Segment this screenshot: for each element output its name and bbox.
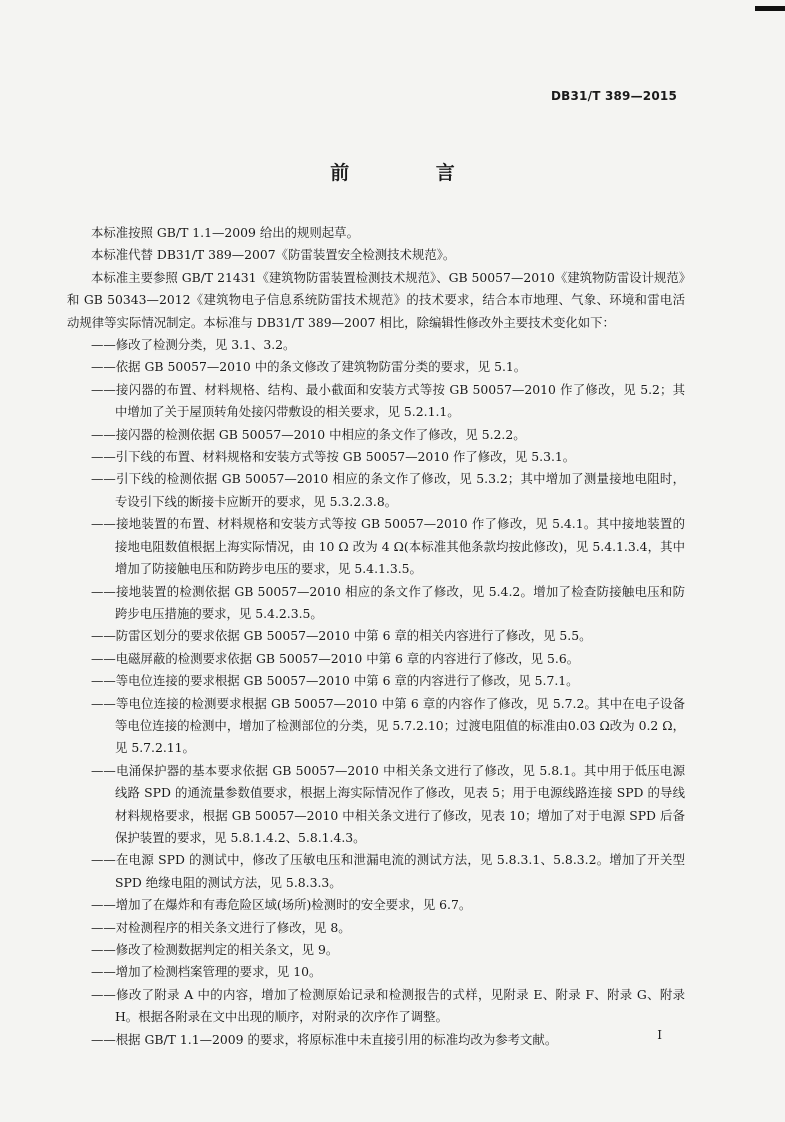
change-item: ——电涌保护器的基本要求依据 GB 50057—2010 中相关条文进行了修改，见 5.8.1。其中用于低压电源线路 SPD 的通流量参数值要求，根据上海实际情况作了修改，见表 5；用于电源线路连接 SPD 的导线材料规格要求，根据 GB 50057—2010 中相关条文进行了修改，见表 10；增加了对于电源 SPD 后备保护装置的要求，见 5.8.1.4.2、5.8.1.4.3。 (91, 762, 685, 845)
change-item: ——等电位连接的要求根据 GB 50057—2010 中第 6 章的内容进行了修改，见 5.7.1。 (91, 673, 579, 689)
change-item: ——接闪器的检测依据 GB 50057—2010 中相应的条文作了修改，见 5.2.2。 (91, 426, 526, 442)
change-item: ——修改了检测数据判定的相关条文，见 9。 (91, 942, 339, 957)
change-item: ——引下线的检测依据 GB 50057—2010 相应的条文作了修改，见 5.3.2；其中增加了测量接地电阻时，专设引下线的断接卡应断开的要求，见 5.3.2.3.8。 (91, 471, 685, 509)
change-item: ——在电源 SPD 的测试中，修改了压敏电压和泄漏电流的测试方法，见 5.8.3.1、5.8.3.2。增加了开关型 SPD 绝缘电阻的测试方法，见 5.8.3.3。 (91, 852, 685, 890)
page-title: 前 言 (330, 162, 495, 184)
change-item: ——引下线的布置、材料规格和安装方式等按 GB 50057—2010 作了修改，见 5.3.1。 (91, 449, 576, 465)
change-item: ——修改了检测分类，见 3.1、3.2。 (91, 337, 296, 353)
change-item: ——接地装置的布置、材料规格和安装方式等按 GB 50057—2010 作了修改，见 5.4.1。其中接地装置的接地电阻数值根据上海实际情况，由 10 Ω 改为 4 Ω(本标准其他条款均按此修改)，见 5.4.1.3.4，其中增加了防接触电压和防跨步电压的要求，见 5.4.1.3.5。 (91, 516, 685, 577)
standard-code: DB31/T 389—2015 (551, 89, 677, 103)
intro-paragraph: 本标准按照 GB/T 1.1—2009 给出的规则起草。 (91, 225, 359, 240)
page-number: I (657, 1028, 662, 1042)
change-item: ——接闪器的布置、材料规格、结构、最小截面和安装方式等按 GB 50057—2010 作了修改，见 5.2；其中增加了关于屋顶转角处接闪带敷设的相关要求，见 5.2.1.1。 (91, 381, 685, 420)
document-body (67, 222, 685, 1051)
change-item: ——等电位连接的检测要求根据 GB 50057—2010 中第 6 章的内容作了修改，见 5.7.2。其中在电子设备等电位连接的检测中，增加了检测部位的分类，见 5.7.2.10；过渡电阻值的标准由0.03 Ω改为 0.2 Ω，见 5.7.2.11。 (91, 695, 685, 756)
change-item: ——接地装置的检测依据 GB 50057—2010 相应的条文作了修改，见 5.4.2。增加了检查防接触电压和防跨步电压措施的要求，见 5.4.2.3.5。 (91, 583, 685, 621)
change-item: ——电磁屏蔽的检测要求依据 GB 50057—2010 中第 6 章的内容进行了修改，见 5.6。 (91, 650, 580, 666)
change-item: ——根据 GB/T 1.1—2009 的要求，将原标准中未直接引用的标准均改为参考文献。 (91, 1031, 558, 1047)
intro-paragraph: 本标准主要参照 GB/T 21431《建筑物防雷装置检测技术规范》、GB 50057—2010《建筑物防雷设计规范》和 GB 50343—2012《建筑物电子信息系统防雷技术规范》的技术要求，结合本市地理、气象、环境和雷电活动规律等实际情况制定。本标准与 DB31/T 389—2007 相比，除编辑性修改外主要技术变化如下： (67, 269, 685, 330)
change-item: ——增加了检测档案管理的要求，见 10。 (91, 964, 322, 980)
change-item: ——防雷区划分的要求依据 GB 50057—2010 中第 6 章的相关内容进行了修改，见 5.5。 (91, 628, 592, 644)
change-item: ——修改了附录 A 中的内容，增加了检测原始记录和检测报告的式样，见附录 E、附录 F、附录 G、附录 H。根据各附录在文中出现的顺序，对附录的次序作了调整。 (91, 986, 685, 1025)
change-item: ——增加了在爆炸和有毒危险区域(场所)检测时的安全要求，见 6.7。 (91, 897, 472, 913)
scan-corner-mark (755, 6, 785, 11)
intro-paragraph: 本标准代替 DB31/T 389—2007《防雷装置安全检测技术规范》。 (91, 247, 456, 263)
change-item: ——对检测程序的相关条文进行了修改，见 8。 (91, 919, 351, 935)
change-item: ——依据 GB 50057—2010 中的条文修改了建筑物防雷分类的要求，见 5.1。 (91, 359, 527, 375)
